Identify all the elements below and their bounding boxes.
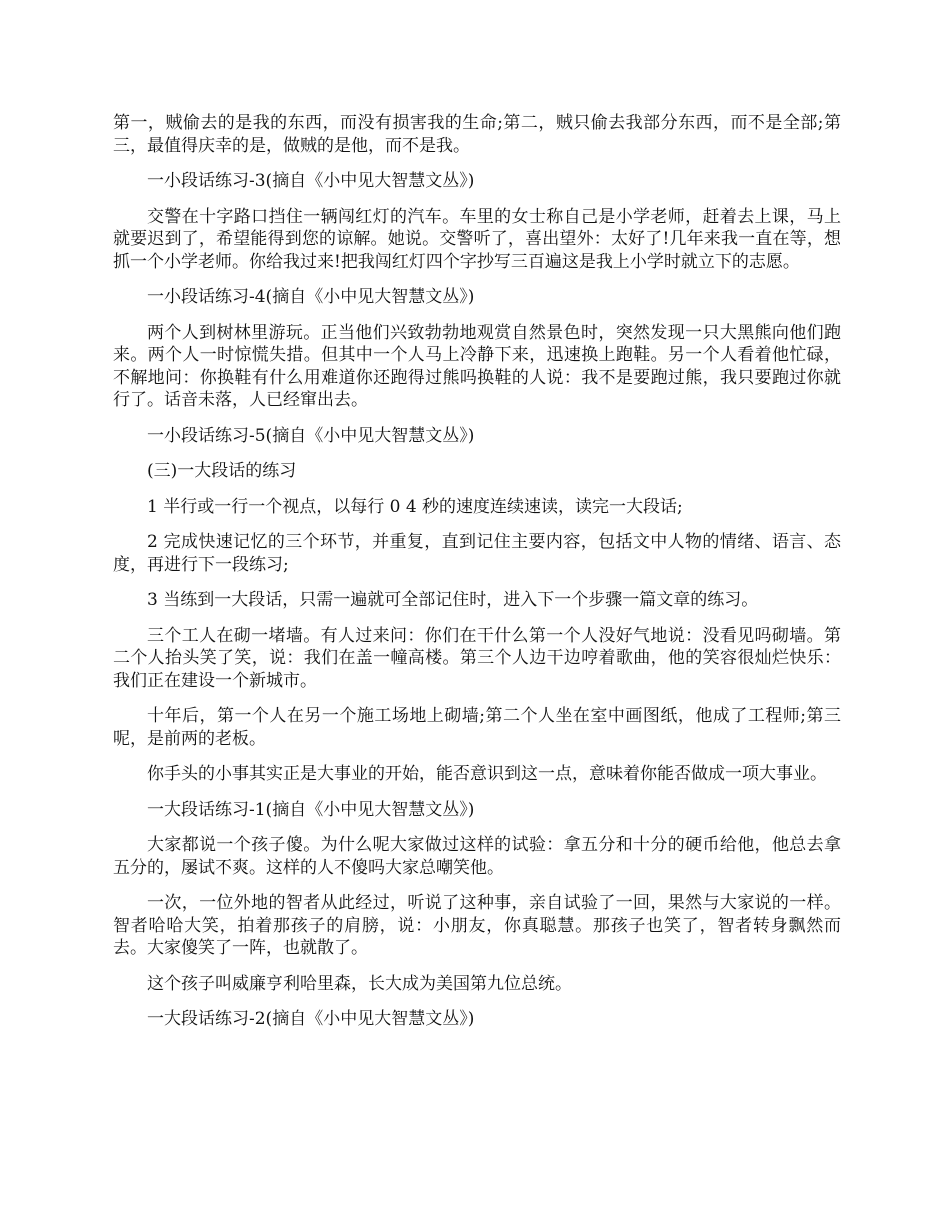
heading-short-exercise-3: 一小段话练习-3(摘自《小中见大智慧文丛》) [147, 171, 475, 191]
heading-long-exercise-1: 一大段话练习-1(摘自《小中见大智慧文丛》) [147, 799, 475, 820]
paragraph-three-workers: 三个工人在砌一堵墙。有人过来问：你们在干什么第一个人没好气地说：没看见吗砌墙。第二个人抬头笑了笑，说：我们在盖一幢高楼。第三个人边干边哼着歌曲，他的笑容很灿烂快乐：我们正在建设一个新城市。 [113, 625, 841, 691]
heading-long-exercise-2: 一大段话练习-2(摘自《小中见大智慧文丛》) [147, 1009, 475, 1029]
paragraph-wise-man: 一次，一位外地的智者从此经过，听说了这种事，亲自试验了一回，果然与大家说的一样。智者哈哈大笑，拍着那孩子的肩膀，说：小朋友，你真聪慧。那孩子也笑了，智者转身飘然而去。大家傻笑了一阵，也就散了。 [113, 893, 841, 958]
step-1-speed-reading: 1 半行或一行一个视点，以每行 0 4 秒的速度连续速读，读完一大段话; [147, 496, 683, 517]
step-3-next-stage: 3 当练到一大段话，只需一遍就可全部记住时，进入下一个步骤一篇文章的练习。 [147, 590, 759, 610]
paragraph-small-things: 你手头的小事其实正是大事业的开始，能否意识到这一点，意味着你能否做成一项大事业。 [147, 764, 827, 784]
step-2-memory: 2 完成快速记忆的三个环节，并重复，直到记住主要内容，包括文中人物的情绪、语言、态度，再进行下一段练习; [113, 532, 841, 575]
paragraph-thief-gratitude: 第一，贼偷去的是我的东西，而没有损害我的生命;第二，贼只偷去我部分东西，而不是全部;第三，最值得庆幸的是，做贼的是他，而不是我。 [113, 113, 841, 156]
paragraph-foolish-child: 大家都说一个孩子傻。为什么呢大家做过这样的试验：拿五分和十分的硬币给他，他总去拿五分的，屡试不爽。这样的人不傻吗大家总嘲笑他。 [113, 835, 841, 878]
heading-long-paragraph-practice: (三)一大段话的练习 [147, 461, 297, 481]
paragraph-traffic-police: 交警在十字路口挡住一辆闯红灯的汽车。车里的女士称自己是小学老师，赶着去上课，马上就要迟到了，希望能得到您的谅解。她说。交警听了，喜出望外：太好了!几年来我一直在等，想抓一个小学老师。你给我过来!把我闯红灯四个字抄写三百遍这是我上小学时就立下的志愿。 [113, 206, 841, 272]
paragraph-ten-years-later: 十年后，第一个人在另一个施工场地上砌墙;第二个人坐在室中画图纸，他成了工程师;第三呢，是前两的老板。 [113, 706, 841, 749]
document-page [113, 112, 841, 1044]
paragraph-harrison: 这个孩子叫威廉亨利哈里森，长大成为美国第九位总统。 [147, 973, 572, 994]
heading-short-exercise-5: 一小段话练习-5(摘自《小中见大智慧文丛》) [147, 425, 475, 446]
paragraph-bear-story: 两个人到树林里游玩。正当他们兴致勃勃地观赏自然景色时，突然发现一只大黑熊向他们跑来。两个人一时惊慌失措。但其中一个人马上冷静下来，迅速换上跑鞋。另一个人看着他忙碌，不解地问：你换鞋有什么用难道你还跑得过熊吗换鞋的人说：我不是要跑过熊，我只要跑过你就行了。话音未落，人已经窜出去。 [113, 322, 841, 410]
heading-short-exercise-4: 一小段话练习-4(摘自《小中见大智慧文丛》) [147, 287, 475, 307]
